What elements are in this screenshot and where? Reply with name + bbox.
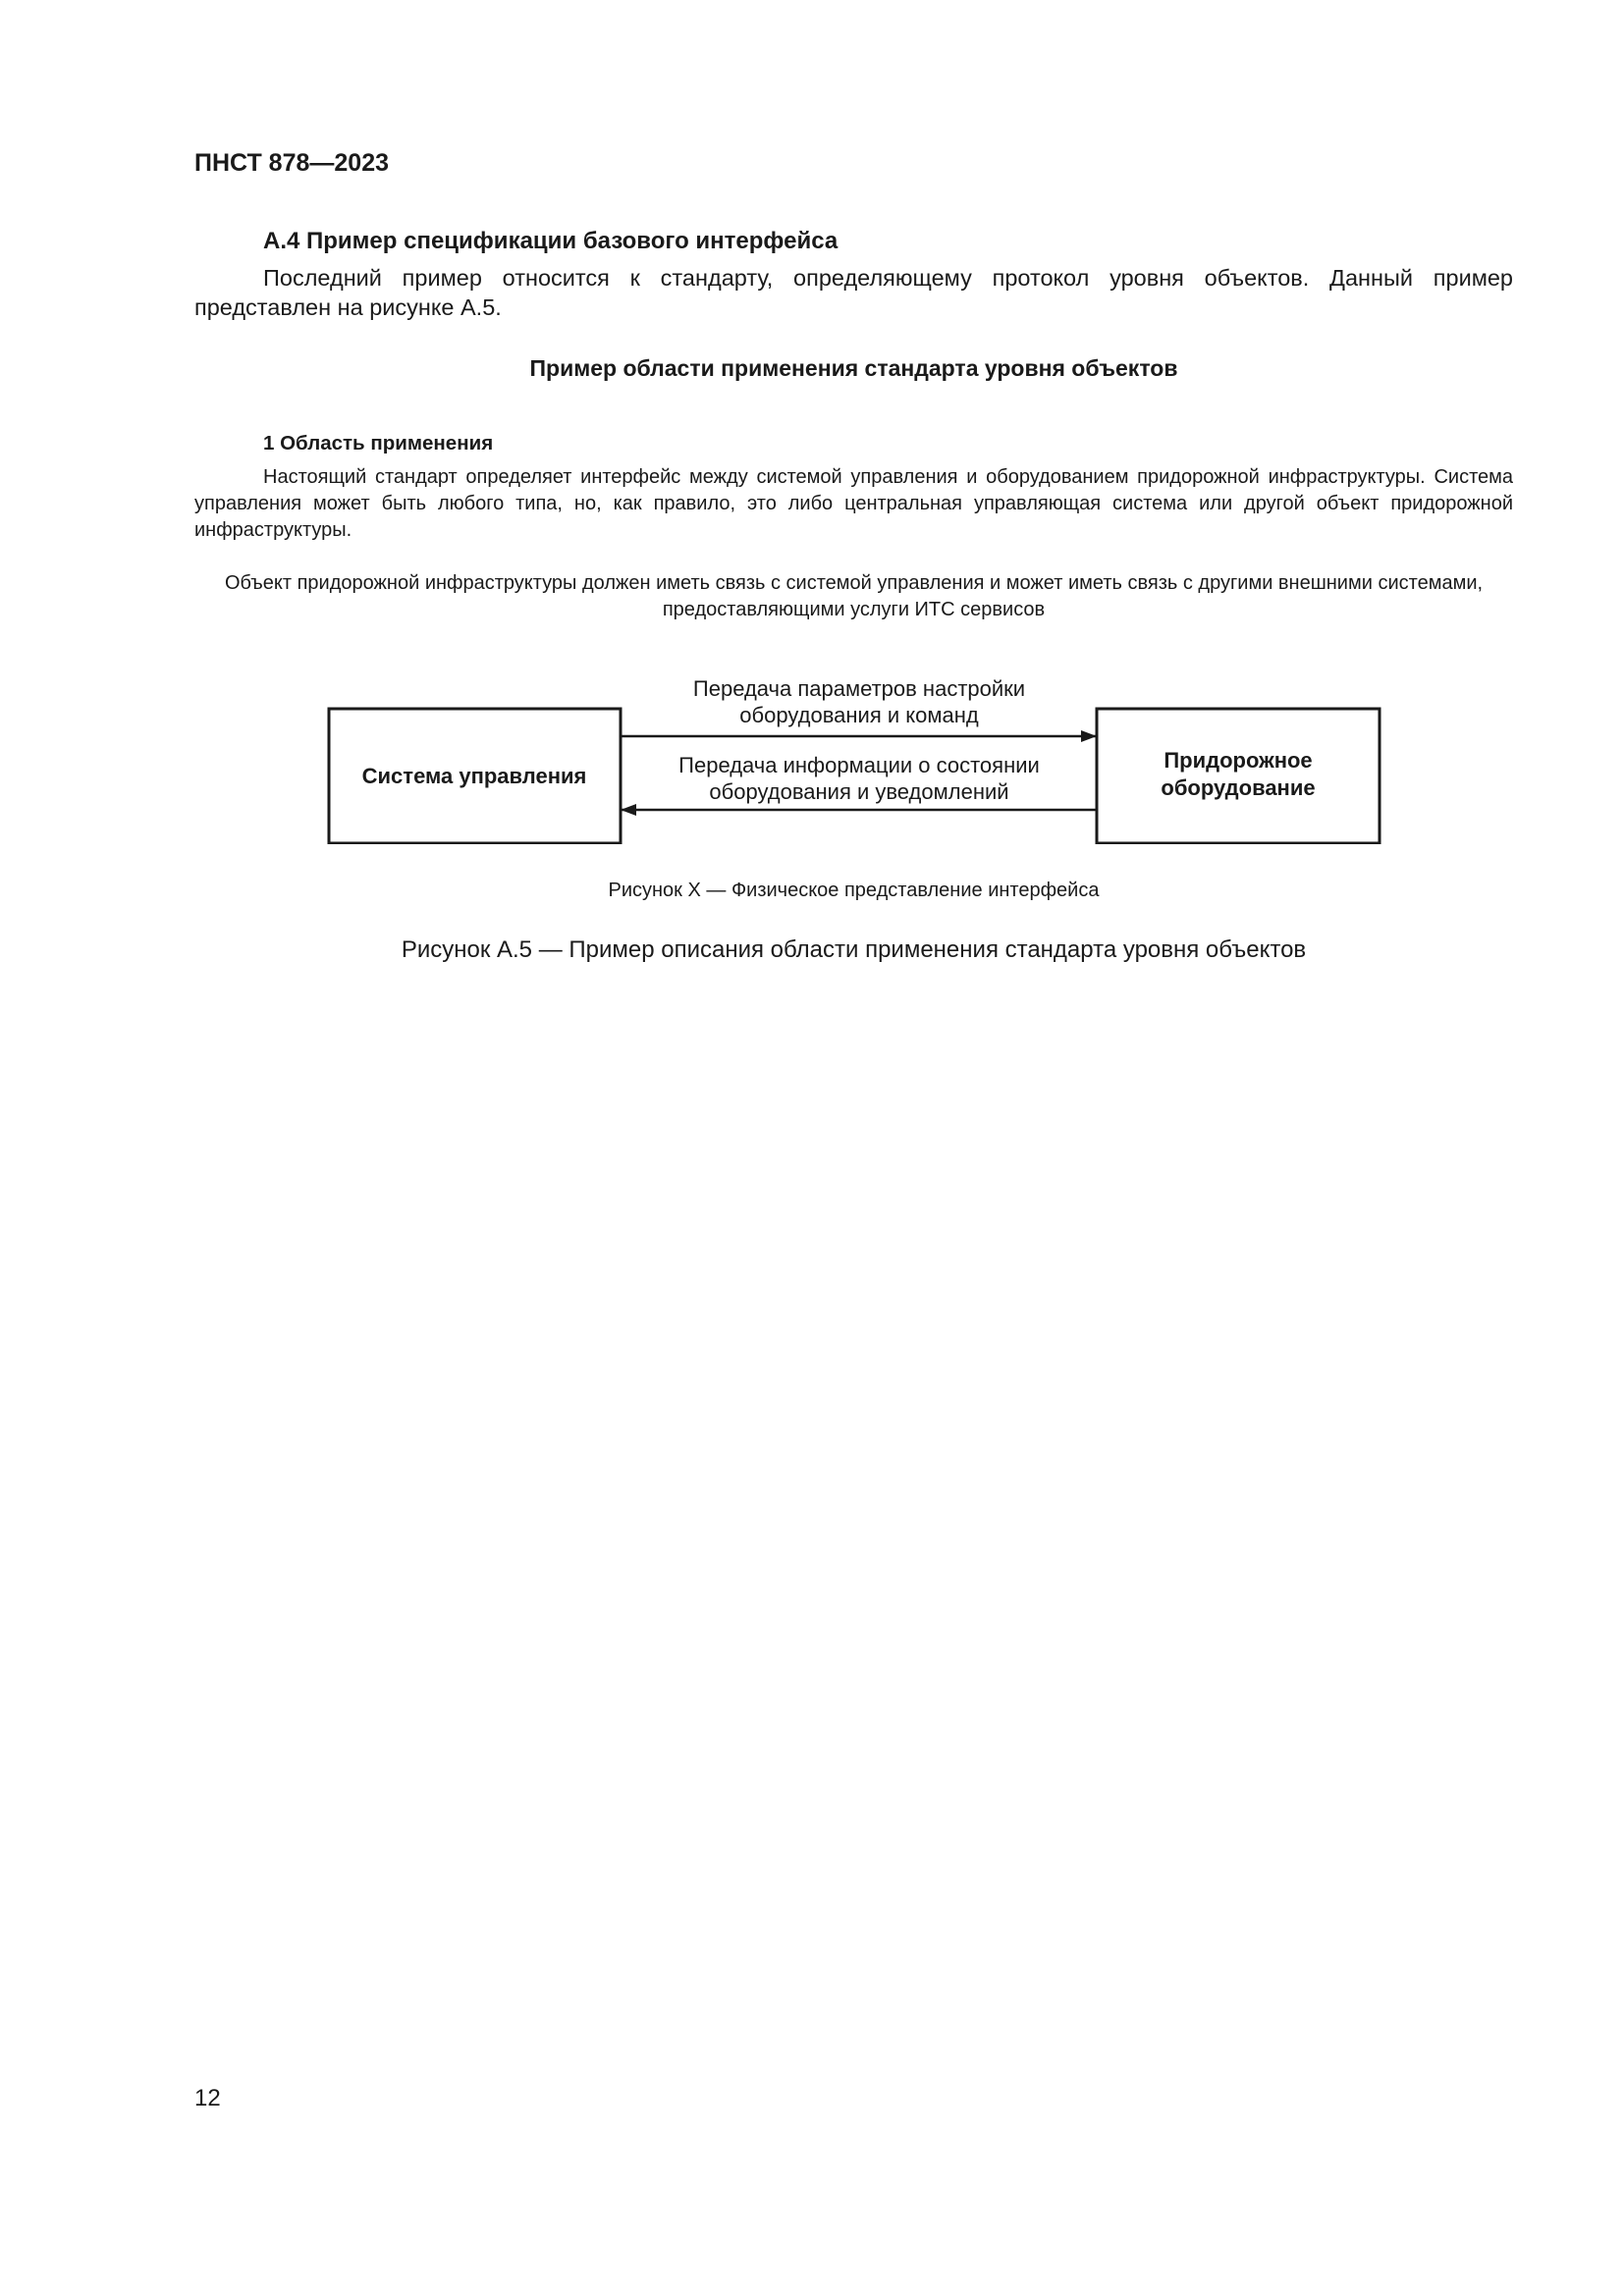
top-arrow-label-1: Передача параметров настройки [692,676,1026,701]
inner-figure-caption: Рисунок X — Физическое представление интерфейса [608,880,1100,901]
object-paragraph: Объект придорожной инфраструктуры должен иметь связь с системой управления и может иметь связь с другими внешними системами, предоставляющими услуги ИТС сервисов [224,572,1484,620]
page-number: 12 [194,2085,221,2111]
scope-heading: 1 Область применения [263,432,494,454]
top-arrow-label-2: оборудования и команд [739,703,979,727]
section-heading: А.4 Пример спецификации базового интерфейса [263,228,839,254]
section-paragraph: Последний пример относится к стандарту, определяющему протокол уровня объектов. Данный пример представлен на рисунке А.5. [194,265,1513,320]
roadside-equipment-label-1: Придорожное [1164,748,1313,773]
example-title: Пример области применения стандарта уровня объектов [529,355,1178,381]
control-system-label: Система управления [361,764,587,788]
bottom-arrow-label-1: Передача информации о состоянии [678,753,1040,777]
roadside-equipment-label-2: оборудование [1161,775,1316,800]
bottom-arrow-label-2: оборудования и уведомлений [709,779,1009,804]
figure-caption: Рисунок А.5 — Пример описания области применения стандарта уровня объектов [401,936,1307,963]
scope-paragraph: Настоящий стандарт определяет интерфейс между системой управления и оборудованием придорожной инфраструктуры. Система управления может быть любого типа, но, как правило, это либо центральная управляющая система или другой объект придорожной инфраструктуры. [194,466,1513,541]
document-code: ПНСТ 878—2023 [194,149,389,177]
interface-diagram [324,667,1384,844]
